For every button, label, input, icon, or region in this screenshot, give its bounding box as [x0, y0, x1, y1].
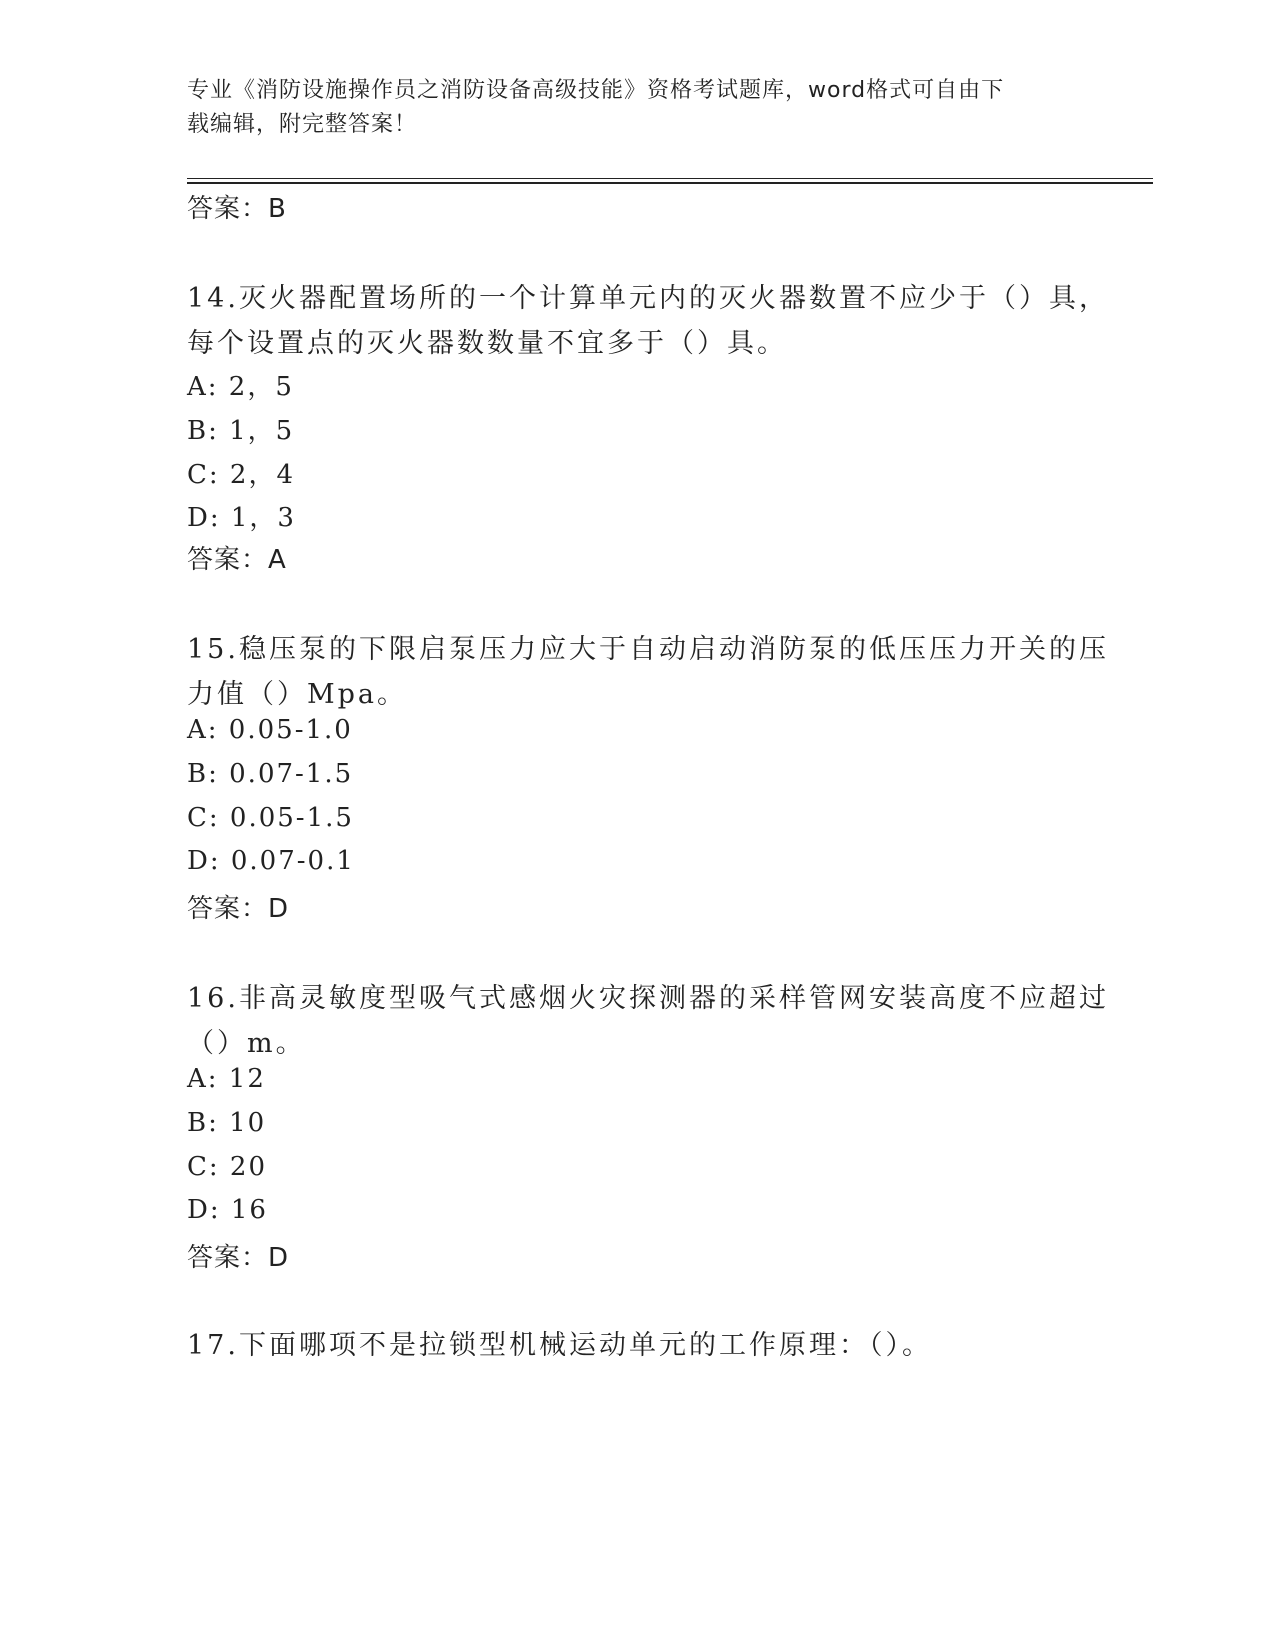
- header-line-1: 专业《消防设施操作员之消防设备高级技能》资格考试题库，word格式可自由下: [187, 78, 1005, 103]
- header-divider-thin: [187, 178, 1153, 179]
- document-header: [187, 74, 1067, 142]
- question-14-option-c: C: 2，4: [187, 460, 296, 490]
- question-15-option-c: C: 0.05-1.5: [187, 803, 354, 833]
- question-14-answer: 答案：A: [187, 545, 287, 575]
- question-16-line-1: 16.非高灵敏度型吸气式感烟火灾探测器的采样管网安装高度不应超过: [187, 983, 1109, 1014]
- question-17-stem: [187, 1323, 1087, 1368]
- question-16-option-d: D: 16: [187, 1195, 268, 1225]
- question-14-line-1: 14.灭火器配置场所的一个计算单元内的灭火器数置不应少于（）具，: [187, 283, 1109, 314]
- question-16-option-a: A: 12: [187, 1064, 266, 1094]
- question-15-option-d: D: 0.07-0.1: [187, 846, 355, 876]
- header-divider-thick: [187, 182, 1153, 184]
- question-14-stem: [187, 276, 1109, 366]
- question-14-option-a: A: 2，5: [187, 372, 294, 402]
- question-16-stem: [187, 976, 1109, 1066]
- question-15-line-2: 力值（）Mpa。: [187, 679, 408, 710]
- question-15-answer: 答案：D: [187, 894, 290, 924]
- question-15-line-1: 15.稳压泵的下限启泵压力应大于自动启动消防泵的低压压力开关的压: [187, 634, 1109, 665]
- answer-13: 答案：B: [187, 194, 287, 224]
- header-line-2: 载编辑，附完整答案！: [187, 112, 418, 137]
- question-16-option-c: C: 20: [187, 1152, 268, 1182]
- question-14-option-b: B: 1，5: [187, 416, 295, 446]
- question-15-option-a: A: 0.05-1.0: [187, 715, 353, 745]
- question-14-option-d: D: 1，3: [187, 503, 296, 533]
- question-16-answer: 答案：D: [187, 1243, 290, 1273]
- question-15-stem: [187, 627, 1109, 717]
- question-16-option-b: B: 10: [187, 1108, 267, 1138]
- question-16-line-2: （）m。: [187, 1028, 306, 1059]
- question-17-line-1: 17.下面哪项不是拉锁型机械运动单元的工作原理：（）。: [187, 1330, 932, 1361]
- question-15-option-b: B: 0.07-1.5: [187, 759, 354, 789]
- question-14-line-2: 每个设置点的灭火器数数量不宜多于（）具。: [187, 328, 787, 359]
